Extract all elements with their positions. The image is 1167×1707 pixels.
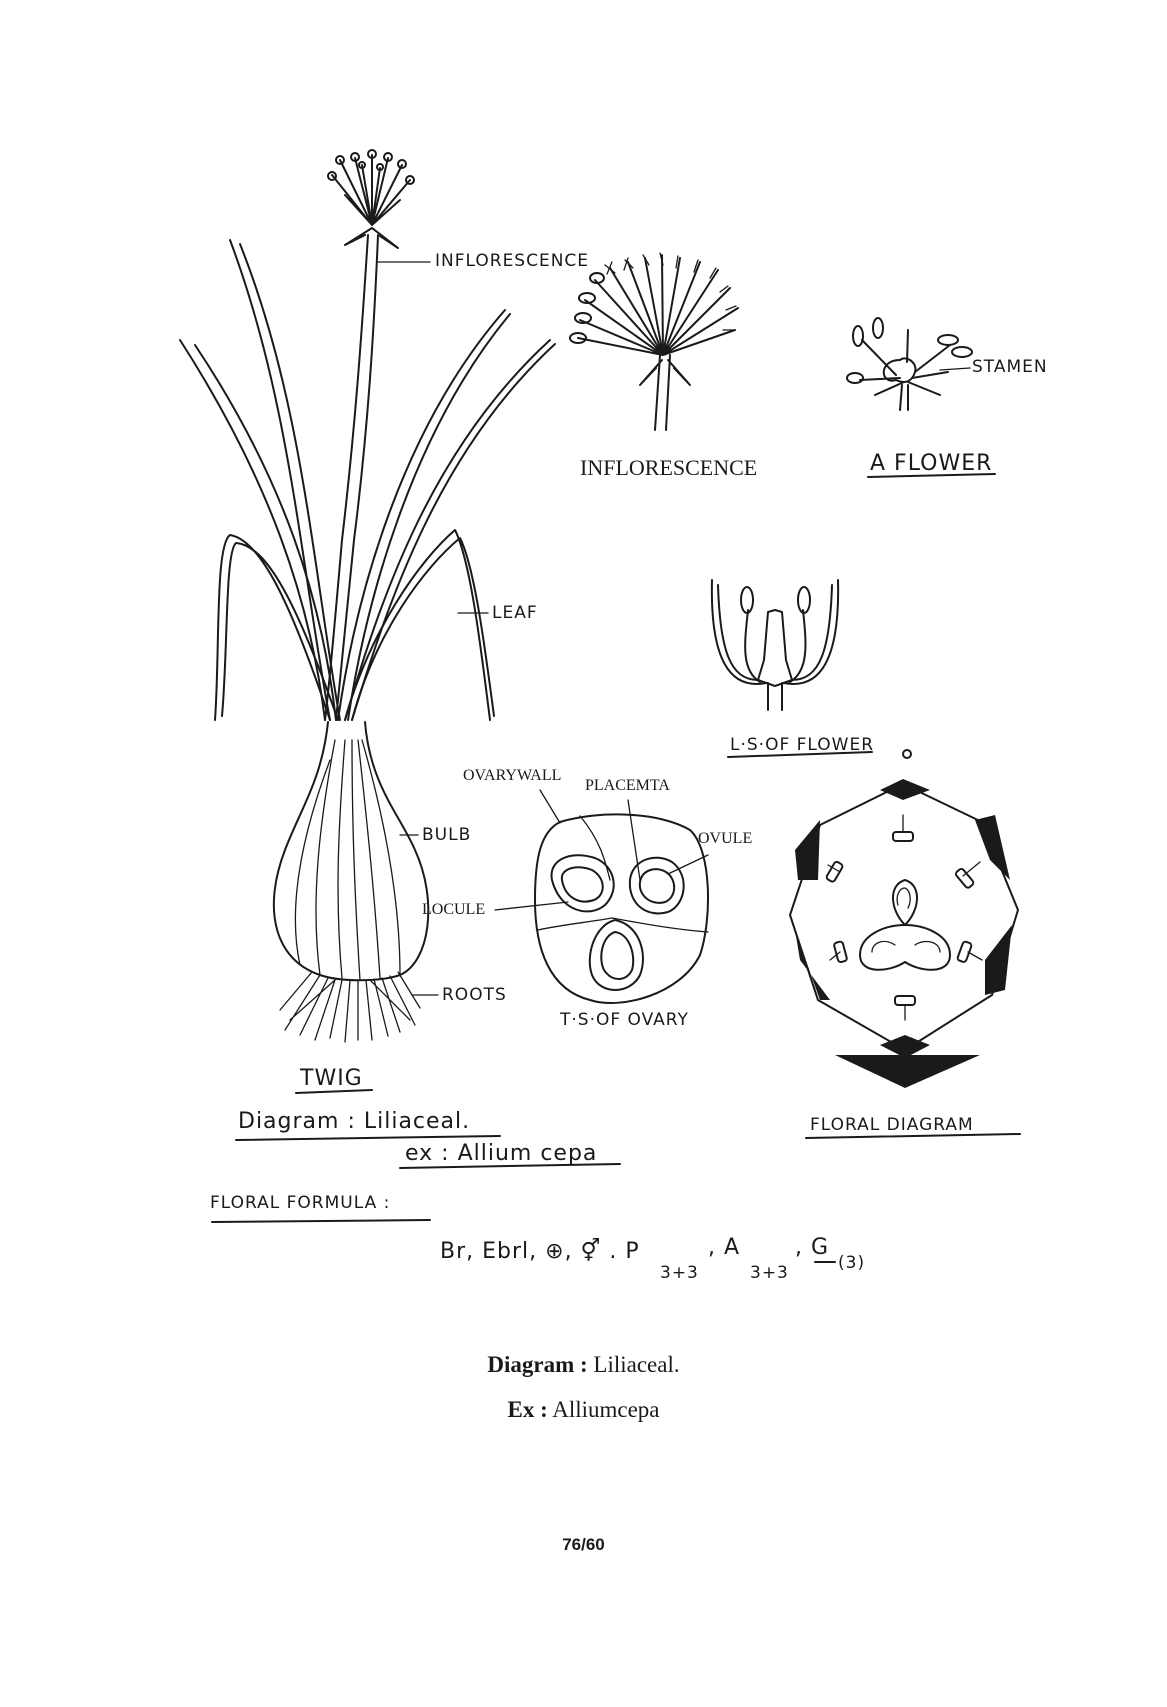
label-locule: LOCULE: [422, 901, 486, 918]
formula-p-subscript: 3+3: [660, 1263, 699, 1283]
caption-example: [0, 1397, 1167, 1423]
twig-flower-head: [328, 150, 414, 248]
twig-drawing: [180, 150, 589, 1093]
label-ovule: OVULE: [698, 830, 753, 847]
caption-ex-value: Alliumcepa: [547, 1397, 660, 1422]
title-a-flower: A FLOWER: [870, 451, 993, 476]
label-ovary-wall: OVARYWALL: [463, 767, 562, 784]
caption-ex-label: Ex :: [507, 1397, 548, 1422]
formula-g: , G: [795, 1235, 830, 1260]
label-placenta: PLACEMTA: [585, 777, 670, 794]
bulb-drawing: [274, 722, 428, 980]
label-leaf: LEAF: [492, 603, 538, 623]
caption-diagram-value: Liliaceal.: [587, 1352, 680, 1377]
label-bulb: BULB: [422, 825, 472, 845]
title-inflorescence: INFLORESCENCE: [580, 455, 758, 480]
locule-bottom: [590, 920, 643, 990]
handwritten-example-line: ex : Allium cepa: [405, 1141, 598, 1166]
floral-formula-label: FLORAL FORMULA :: [210, 1193, 391, 1213]
inflorescence-drawing: [570, 253, 757, 480]
handwritten-diagram-line: Diagram : Liliaceal.: [238, 1109, 471, 1134]
handwritten-notes: [210, 1109, 865, 1283]
formula-a-subscript: 3+3: [750, 1263, 789, 1283]
caption-diagram: [0, 1352, 1167, 1378]
page-number: 76/60: [562, 1535, 605, 1554]
label-roots: ROOTS: [442, 985, 507, 1005]
ls-flower-drawing: [712, 580, 874, 757]
a-flower-drawing: [847, 318, 1048, 477]
caption-diagram-label: Diagram :: [487, 1352, 588, 1377]
floral-diagram-drawing: [790, 750, 1020, 1138]
label-stamen: STAMEN: [972, 357, 1048, 377]
formula-main: Br, Ebrl, ⊕, ⚥ . P: [440, 1239, 640, 1264]
title-ls-of-flower: L·S·OF FLOWER: [730, 735, 875, 755]
title-floral-diagram: FLORAL DIAGRAM: [810, 1115, 974, 1135]
formula-a: , A: [708, 1235, 741, 1260]
title-ts-of-ovary: T·S·OF OVARY: [560, 1010, 689, 1030]
label-inflorescence-twig: INFLORESCENCE: [435, 251, 590, 271]
formula-g-subscript: (3): [838, 1253, 866, 1273]
roots-drawing: [280, 972, 420, 1042]
label-twig: TWIG: [300, 1066, 363, 1091]
